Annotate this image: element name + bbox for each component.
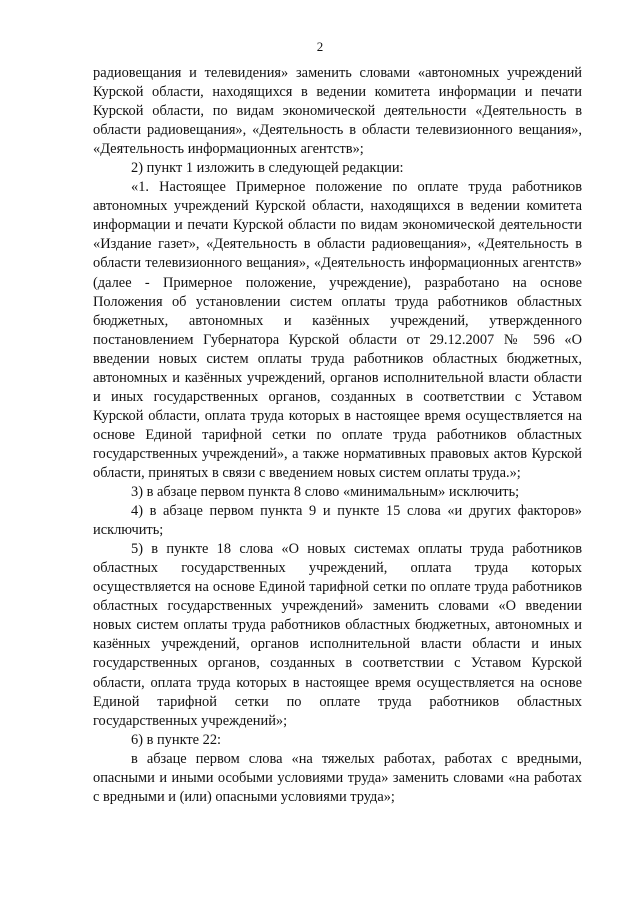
- paragraph-4: 3) в абзаце первом пункта 8 слово «минимальным» исключить;: [131, 484, 520, 501]
- paragraph-5: 4) в абзаце первом пункта 9 и пункте 15 слова «и других факторов» исключить;: [93, 503, 582, 539]
- paragraph-2: 2) пункт 1 изложить в следующей редакции:: [131, 160, 404, 177]
- paragraph-8: в абзаце первом слова «на тяжелых работах, работах с вредными, опасными и иными особыми условиями труда» заменить словами «на работах с вредными и (или) опасными условиями труда»;: [93, 750, 582, 805]
- document-body: [93, 64, 582, 807]
- paragraph-7: 6) в пункте 22:: [131, 731, 222, 748]
- page-number: 2: [316, 39, 324, 54]
- paragraph-1: радиовещания и телевидения» заменить словами «автономных учреждений Курской области, находящихся в ведении комитета информации и печати Курской области, по видам экономической деятельности «Деятельность в области радиовещания», «Деятельность в области телевизионного вещания», «Деятельность информационных агентств»;: [93, 65, 582, 158]
- paragraph-3: «1. Настоящее Примерное положение по оплате труда работников автономных учреждений Курской области, находящихся в ведении комитета информации и печати Курской области по видам экономической деятельности «Издание газет», «Деятельность в области радиовещания», «Деятельность в области телевизионного вещания», «Деятельность информационных агентств» (далее - Примерное положение, учреждение), разработано на основе Положения об установлении систем оплаты труда работников областных бюджетных, автономных и казённых учреждений, утвержденного постановлением Губернатора Курской области от 29.12.2007 № 596 «О введении новых систем оплаты труда работников областных бюджетных, автономных и казённых учреждений, органов исполнительной власти области и иных государственных органов, созданных в соответствии с Уставом Курской области, оплата труда которых в настоящее время осуществляется на основе Единой тарифной сетки по оплате труда работников областных государственных учреждений», а также нормативных правовых актов Курской области, принятых в связи с введением новых систем оплаты труда.»;: [93, 179, 582, 481]
- paragraph-6: 5) в пункте 18 слова «О новых системах оплаты труда работников областных государственных учреждений, оплата труда которых осуществляется на основе Единой тарифной сетки по оплате труда работников областных государственных учреждений» заменить словами «О введении новых систем оплаты труда работников областных бюджетных, автономных и казённых учреждений, органов исполнительной власти области и иных государственных органов, созданных в соответствии с Уставом Курской области, оплата труда которых в настоящее время осуществляется на основе Единой тарифной сетки по оплате труда работников областных государственных учреждений»;: [93, 541, 582, 729]
